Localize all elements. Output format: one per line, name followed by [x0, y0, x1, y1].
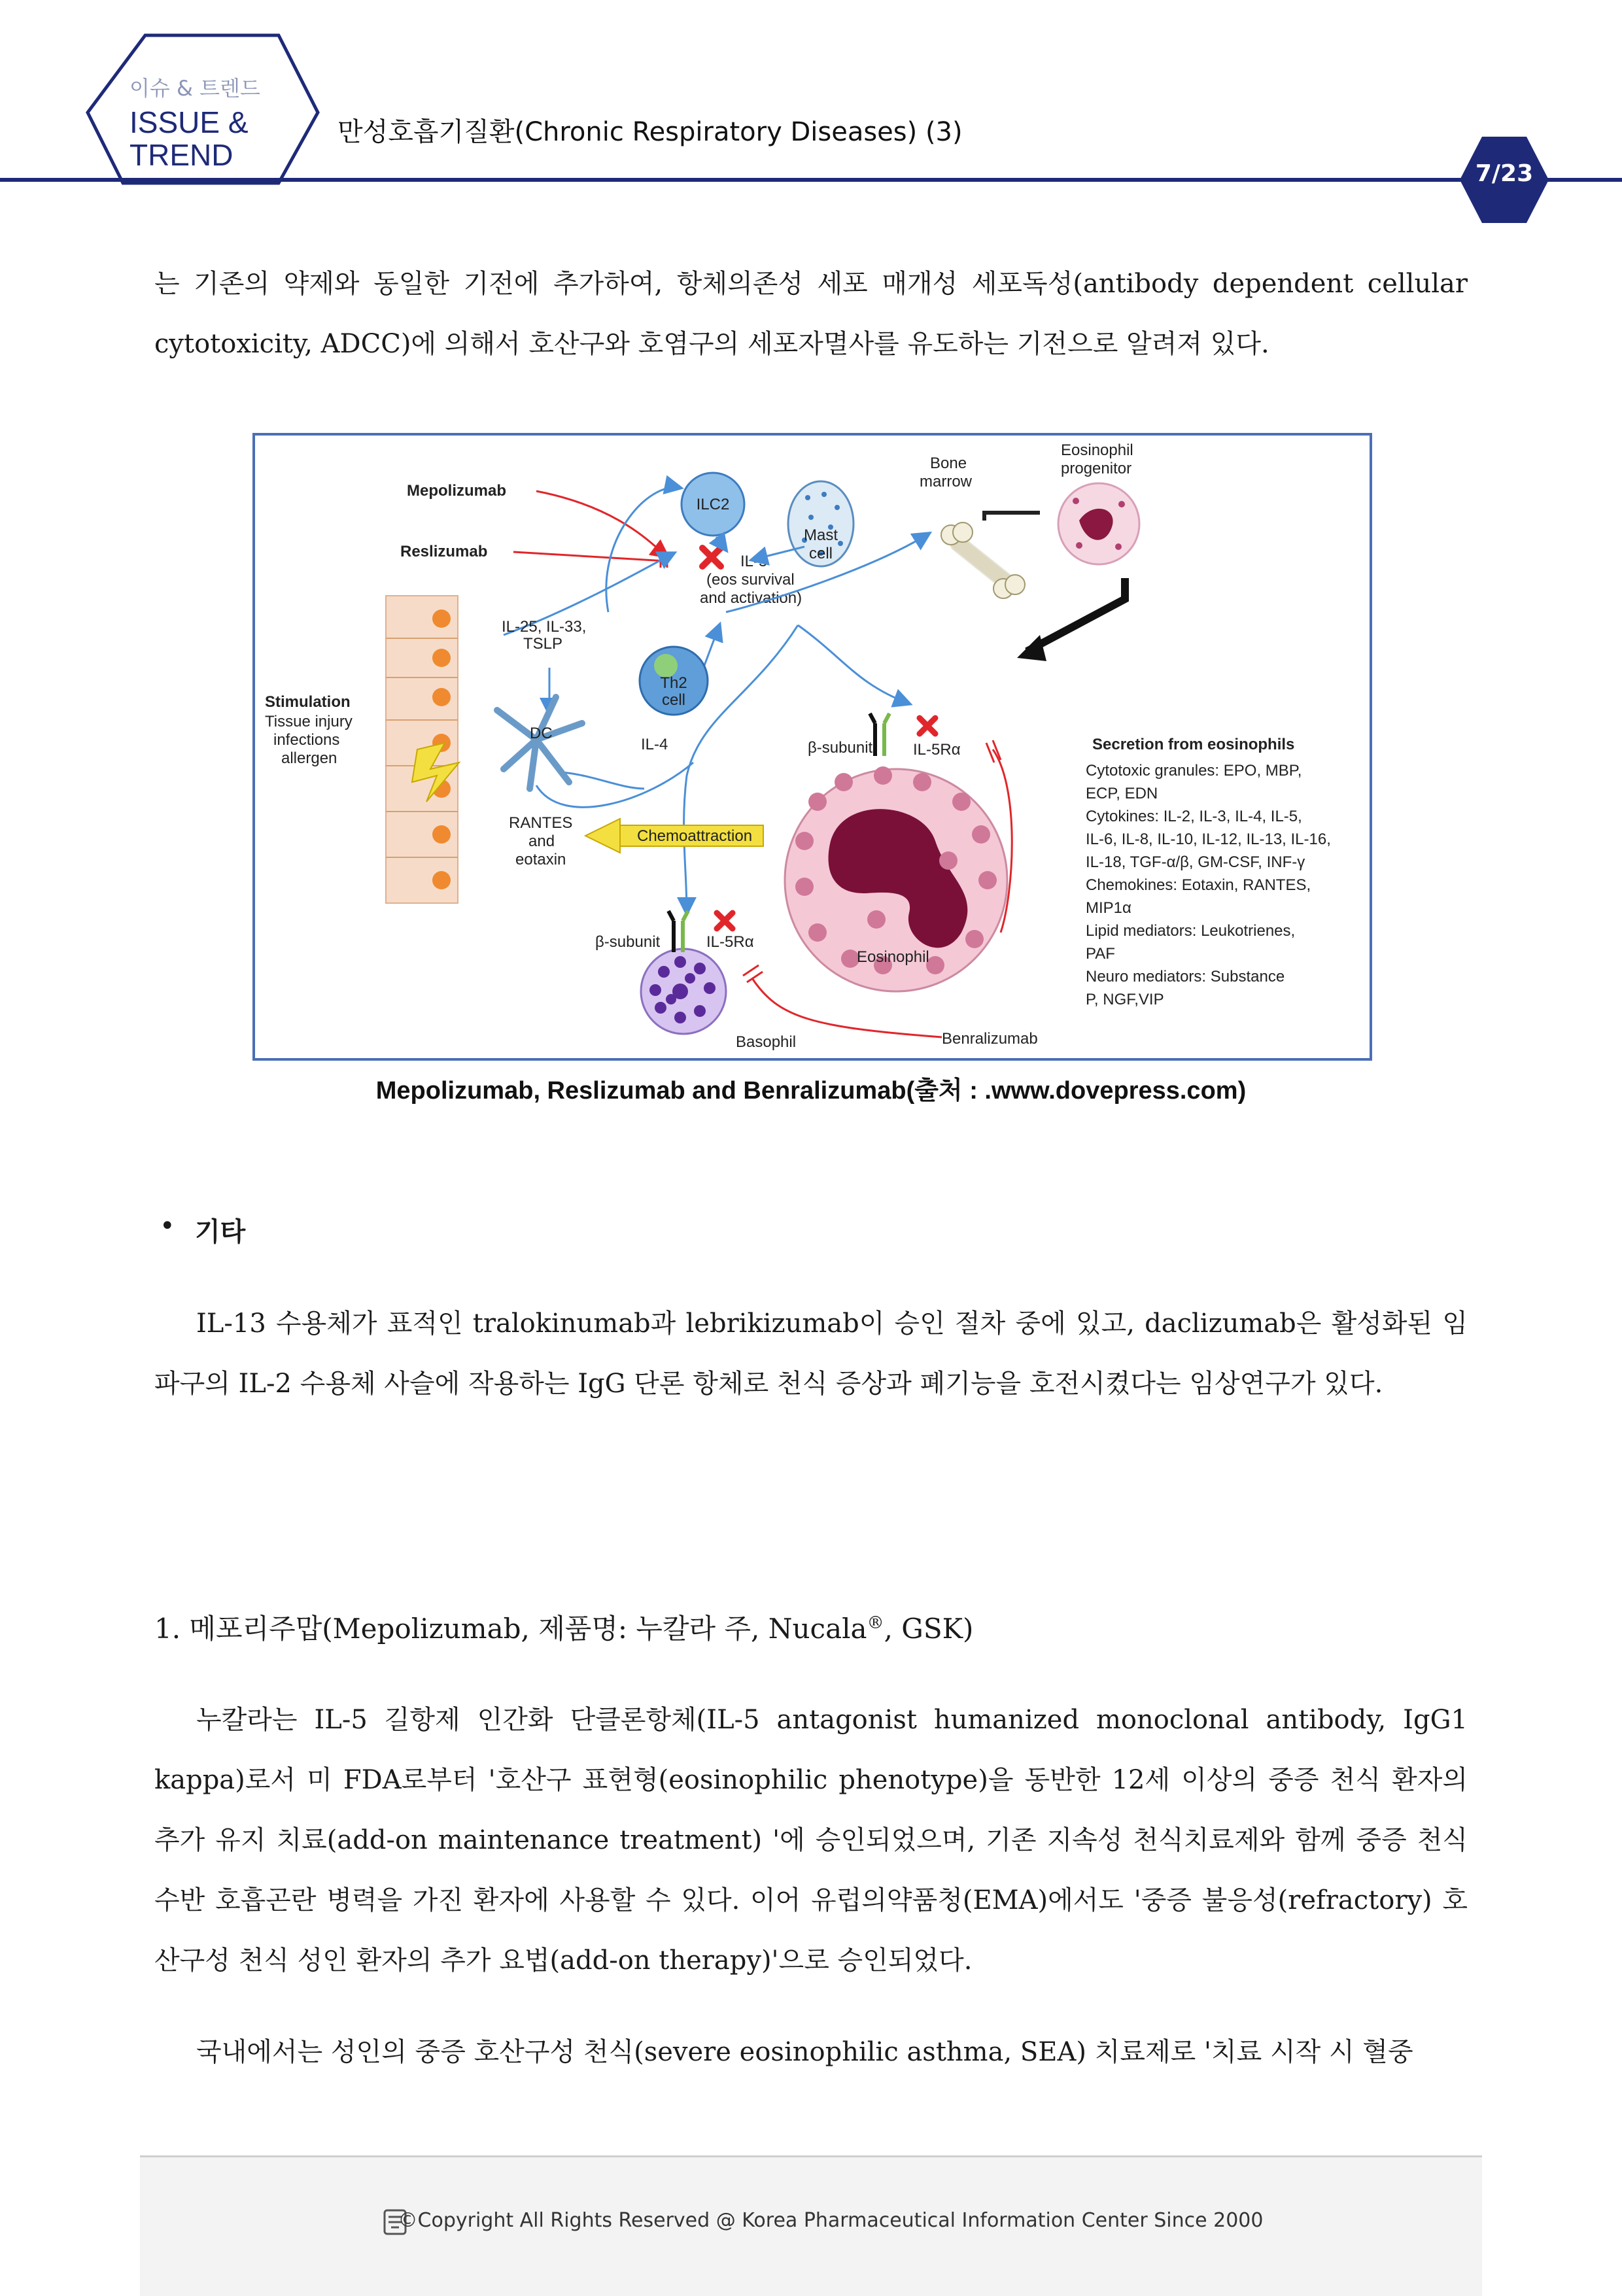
- paragraph-domestic: 국내에서는 성인의 중증 호산구성 천식(severe eosinophilic asthma, SEA) 치료제로 '치료 시작 시 혈중: [196, 2037, 1413, 2067]
- il5-label: IL-5: [740, 553, 768, 570]
- baso-receptor: [668, 911, 688, 952]
- section-heading: [154, 1607, 973, 1647]
- secretion-line: PAF: [1086, 945, 1115, 963]
- mast-label-2: cell: [808, 545, 833, 562]
- chemoattraction-label: Chemoattraction: [637, 827, 753, 845]
- heading-tail: , GSK): [884, 1613, 974, 1645]
- mepolizumab-label: Mepolizumab: [407, 482, 507, 500]
- stimulation-line-4: allergen: [281, 749, 337, 767]
- secretion-line: ECP, EDN: [1086, 785, 1158, 802]
- secretion-list: [1086, 762, 1331, 1008]
- secretion-title: Secretion from eosinophils: [1092, 736, 1295, 753]
- secretion-line: IL-6, IL-8, IL-10, IL-12, IL-13, IL-16,: [1086, 831, 1331, 848]
- secretion-line: MIP1α: [1086, 899, 1131, 917]
- copyright-text: ©Copyright All Rights Reserved @ Korea Pharmaceutical Information Center Since 2000: [398, 2209, 1264, 2232]
- document-title: 만성호흡기질환(Chronic Respiratory Diseases) (3): [337, 117, 963, 147]
- th2-label-1: Th2: [660, 674, 687, 692]
- stimulation-label: Stimulation: [265, 693, 351, 711]
- secretion-line: Lipid mediators: Leukotrienes,: [1086, 922, 1296, 940]
- th2-label-2: cell: [661, 691, 686, 709]
- eos-progenitor-label-1: Eosinophil: [1061, 441, 1133, 459]
- rantes-label-3: eotaxin: [515, 851, 566, 868]
- heading-text: 1. 메포리주맙(Mepolizumab, 제품명: 누칼라 주, Nucala: [154, 1613, 867, 1645]
- rantes-label-2: and: [528, 832, 555, 850]
- dc-label: DC: [530, 725, 553, 742]
- stimulation-line-2: Tissue injury: [265, 713, 353, 730]
- secretion-line: P, NGF,VIP: [1086, 991, 1164, 1008]
- mast-label-1: Mast: [803, 526, 838, 544]
- mechanism-diagram: [255, 436, 1370, 1058]
- il4-label: IL-4: [641, 736, 668, 753]
- secretion-line: Neuro mediators: Substance: [1086, 968, 1285, 985]
- badge-line-1: ISSUE &: [129, 105, 249, 139]
- block-x-icon: [702, 548, 721, 566]
- bullet-marker: •: [160, 1211, 175, 1241]
- figure-caption: Mepolizumab, Reslizumab and Benralizumab(출처 : .www.dovepress.com): [375, 1077, 1247, 1105]
- registered-mark: ®: [867, 1613, 884, 1633]
- paragraph-other-agents: IL-13 수용체가 표적인 tralokinumab과 lebrikizumab이 승인 절차 중에 있고, daclizumab은 활성화된 임파구의 IL-2 수용체 사슬에 작용하는 IgG 단론 항체로 천식 증상과 폐기능을 호전시켰다는 임상연구가 있다.: [154, 1309, 1468, 1399]
- paragraph-nucala: 누칼라는 IL-5 길항제 인간화 단클론항체(IL-5 antagonist humanized monoclonal antibody, IgG1 kappa)로서 미 FDA로부터 '호산구 표현형(eosinophilic phenotype)을 동반한 12세 이상의 중증 천식 환자의 추가 유지 치료(add-on maintenance treatment) '에 승인되었으며, 기존 지속성 천식치료제와 함께 중증 천식 수반 호흡곤란 병력을 가진 환자에 사용할 수 있다. 이어 유럽의약품청(EMA)에서도 '중증 불응성(refractory) 호산구성 천식 성인 환자의 추가 요법(add-on therapy)'으로 승인되었다.: [154, 1705, 1468, 1976]
- bone-marrow-label-2: marrow: [920, 473, 973, 490]
- mechanism-figure: [252, 433, 1372, 1061]
- secretion-line: Cytotoxic granules: EPO, MBP,: [1086, 762, 1302, 780]
- secretion-line: Cytokines: IL-2, IL-3, IL-4, IL-5,: [1086, 808, 1302, 825]
- eos-survival-label-2: and activation): [700, 589, 802, 607]
- block-x-icon-3: [717, 913, 733, 929]
- dendritic-cell: [497, 697, 582, 789]
- eos-progenitor-label-2: progenitor: [1061, 460, 1132, 477]
- beta-subunit-label-1: β-subunit: [808, 739, 873, 757]
- bone-icon: [941, 523, 1025, 598]
- header-rule: [0, 178, 1622, 182]
- il25-label-2: TSLP: [523, 635, 563, 653]
- eos-receptor: [870, 713, 889, 756]
- benralizumab-label: Benralizumab: [942, 1030, 1038, 1048]
- secretion-line: Chemokines: Eotaxin, RANTES,: [1086, 876, 1311, 894]
- bone-marrow-label-1: Bone: [930, 454, 967, 472]
- beta-subunit-label-2: β-subunit: [595, 933, 661, 951]
- ilc2-label: ILC2: [696, 496, 730, 513]
- eosinophil-label: Eosinophil: [857, 948, 929, 966]
- badge-korean-label: 이슈 & 트렌드: [129, 76, 260, 101]
- bullet-label: 기타: [195, 1216, 246, 1247]
- footer-copyright: [0, 2209, 1622, 2232]
- block-x-icon-2: [920, 718, 935, 734]
- il5ra-label-2: IL-5Rα: [706, 933, 754, 951]
- eos-survival-label-1: (eos survival: [706, 571, 795, 589]
- basophil-label: Basophil: [736, 1033, 797, 1051]
- reslizumab-label: Reslizumab: [400, 543, 488, 560]
- il5ra-label-1: IL-5Rα: [913, 741, 961, 759]
- secretion-line: IL-18, TGF-α/β, GM-CSF, INF-γ: [1086, 853, 1305, 871]
- page-number: 7/23: [1475, 160, 1534, 187]
- stimulation-line-3: infections: [273, 731, 340, 749]
- il25-label-1: IL-25, IL-33,: [502, 618, 587, 636]
- badge-line-2: TREND: [129, 138, 233, 172]
- paragraph-adcc: 는 기존의 약제와 동일한 기전에 추가하여, 항체의존성 세포 매개성 세포독성(antibody dependent cellular cytotoxicity, ADCC)에 의해서 호산구와 호염구의 세포자멸사를 유도하는 기전으로 알려져 있다.: [154, 269, 1468, 359]
- rantes-label-1: RANTES: [509, 814, 573, 832]
